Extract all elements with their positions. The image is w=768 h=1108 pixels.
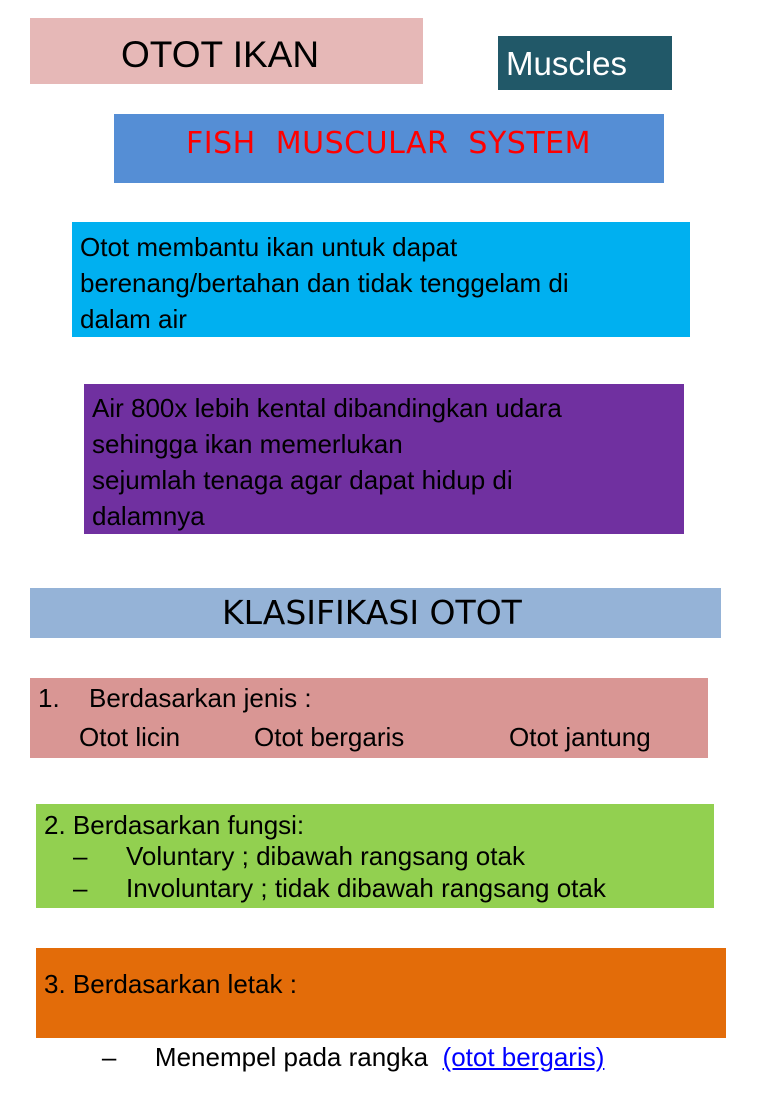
- location-item-note-link[interactable]: (otot bergaris): [442, 1042, 605, 1072]
- function-item-involuntary: Involuntary ; tidak dibawah rangsang otak: [126, 873, 606, 903]
- classification-heading: KLASIFIKASI OTOT: [222, 593, 522, 632]
- location-title: 3. Berdasarkan letak :: [44, 969, 297, 999]
- page-title: OTOT IKAN: [121, 34, 320, 75]
- muscles-tag: [498, 36, 672, 90]
- list-item: [73, 872, 606, 904]
- list-item: [73, 1006, 604, 1108]
- subtitle-banner: [114, 114, 664, 183]
- list-item: [73, 840, 525, 872]
- type-title: Berdasarkan jenis :: [89, 683, 312, 713]
- bullet-dash: –: [73, 873, 88, 903]
- intro-line: berenang/bertahan dan tidak tenggelam di: [80, 268, 569, 298]
- intro-line: dalam air: [80, 304, 187, 334]
- title-banner: [30, 18, 423, 84]
- water-box: [84, 384, 684, 534]
- muscles-label: Muscles: [506, 45, 628, 82]
- type-item-smooth: Otot licin: [79, 722, 181, 752]
- classification-heading-banner: [30, 588, 721, 638]
- water-line: Air 800x lebih kental dibandingkan udara: [92, 393, 562, 423]
- type-classification-box: [30, 678, 708, 758]
- type-item-cardiac: Otot jantung: [509, 722, 651, 752]
- function-item-voluntary: Voluntary ; dibawah rangsang otak: [126, 841, 525, 871]
- location-classification-box: [36, 948, 726, 1072]
- type-item-striated: Otot bergaris: [254, 722, 405, 752]
- page-subtitle: FISH MUSCULAR SYSTEM: [186, 126, 591, 161]
- type-number: 1.: [38, 683, 60, 713]
- intro-line: Otot membantu ikan untuk dapat: [80, 232, 458, 262]
- bullet-dash: –: [73, 841, 88, 871]
- water-line: dalamnya: [92, 501, 205, 531]
- water-line: sehingga ikan memerlukan: [92, 429, 403, 459]
- function-classification-box: [36, 804, 714, 908]
- location-item-skeleton: Menempel pada rangka: [154, 1042, 429, 1072]
- water-line: sejumlah tenaga agar dapat hidup di: [92, 465, 513, 495]
- bullet-dash: –: [101, 1042, 117, 1072]
- intro-box: [72, 222, 690, 337]
- function-title: 2. Berdasarkan fungsi:: [44, 810, 305, 840]
